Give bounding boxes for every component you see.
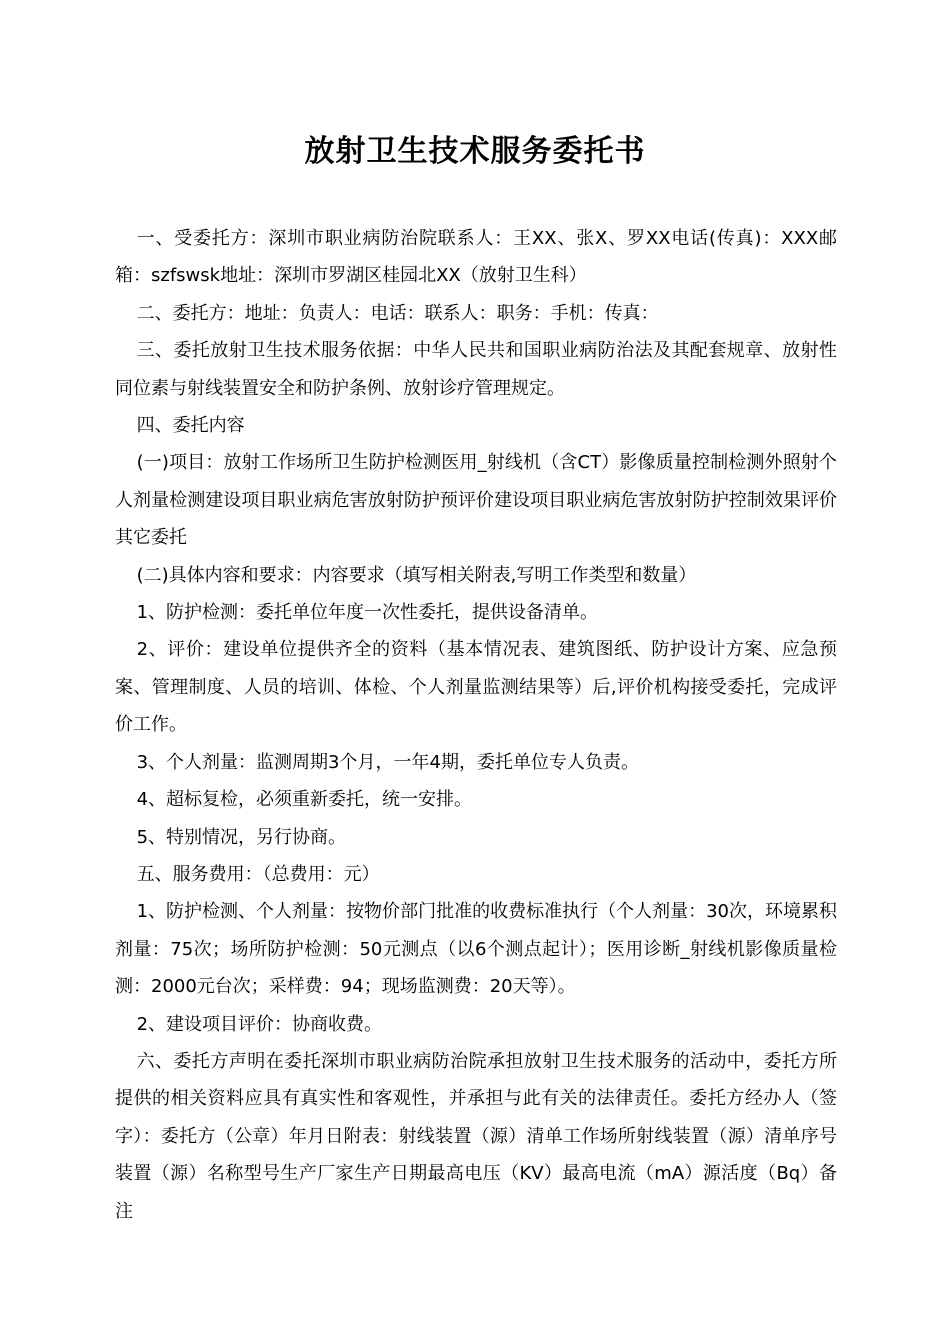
document-body — [115, 220, 837, 1230]
requirement-item: 4、超标复检，必须重新委托，统一安排。 — [136, 789, 473, 811]
requirement-item: 1、防护检测：委托单位年度一次性委托，提供设备清单。 — [136, 602, 599, 624]
subsection-projects: (一)项目：放射工作场所卫生防护检测医用_射线机（含CT）影像质量控制检测外照射个人剂量检测建设项目职业病危害放射防护预评价建设项目职业病危害放射防护控制效果评价其它委托 — [115, 452, 837, 549]
requirement-item: 3、个人剂量：监测周期3个月，一年4期，委托单位专人负责。 — [136, 751, 639, 773]
section-entrusting-party: 二、委托方：地址：负责人：电话：联系人：职务：手机：传真： — [136, 302, 659, 324]
fee-item: 1、防护检测、个人剂量：按物价部门批准的收费标准执行（个人剂量：30次，环境累积剂量：75次；场所防护检测：50元测点（以6个测点起计）；医用诊断_射线机影像质量检测：2000元台次；采样费：94；现场监测费：20天等）。 — [115, 901, 837, 998]
requirement-item: 2、评价：建设单位提供齐全的资料（基本情况表、建筑图纸、防护设计方案、应急预案、管理制度、人员的培训、体检、个人剂量监测结果等）后,评价机构接受委托，完成评价工作。 — [115, 639, 837, 736]
section-heading-content: 四、委托内容 — [136, 415, 245, 437]
section-fees: 五、服务费用：（总费用：元） — [136, 863, 380, 885]
fee-item: 2、建设项目评价：协商收费。 — [136, 1013, 383, 1035]
section-service-basis: 三、委托放射卫生技术服务依据：中华人民共和国职业病防治法及其配套规章、放射性同位素与射线装置安全和防护条例、放射诊疗管理规定。 — [115, 340, 837, 399]
section-declaration: 六、委托方声明在委托深圳市职业病防治院承担放射卫生技术服务的活动中，委托方所提供的相关资料应具有真实性和客观性，并承担与此有关的法律责任。委托方经办人（签字）：委托方（公章）年月日附表：射线装置（源）清单工作场所射线装置（源）清单序号装置（源）名称型号生产厂家生产日期最高电压（KV）最高电流（mA）源活度（Bq）备注 — [115, 1050, 837, 1222]
requirement-item: 5、特别情况，另行协商。 — [136, 826, 347, 848]
subsection-requirements: (二)具体内容和要求：内容要求（填写相关附表,写明工作类型和数量） — [136, 564, 697, 586]
section-entrusted-party: 一、受委托方：深圳市职业病防治院联系人：王XX、张X、罗XX电话(传真)：XXX邮箱：szfswsk地址：深圳市罗湖区桂园北XX（放射卫生科） — [115, 228, 837, 287]
document-title: 放射卫生技术服务委托书 — [304, 134, 646, 169]
